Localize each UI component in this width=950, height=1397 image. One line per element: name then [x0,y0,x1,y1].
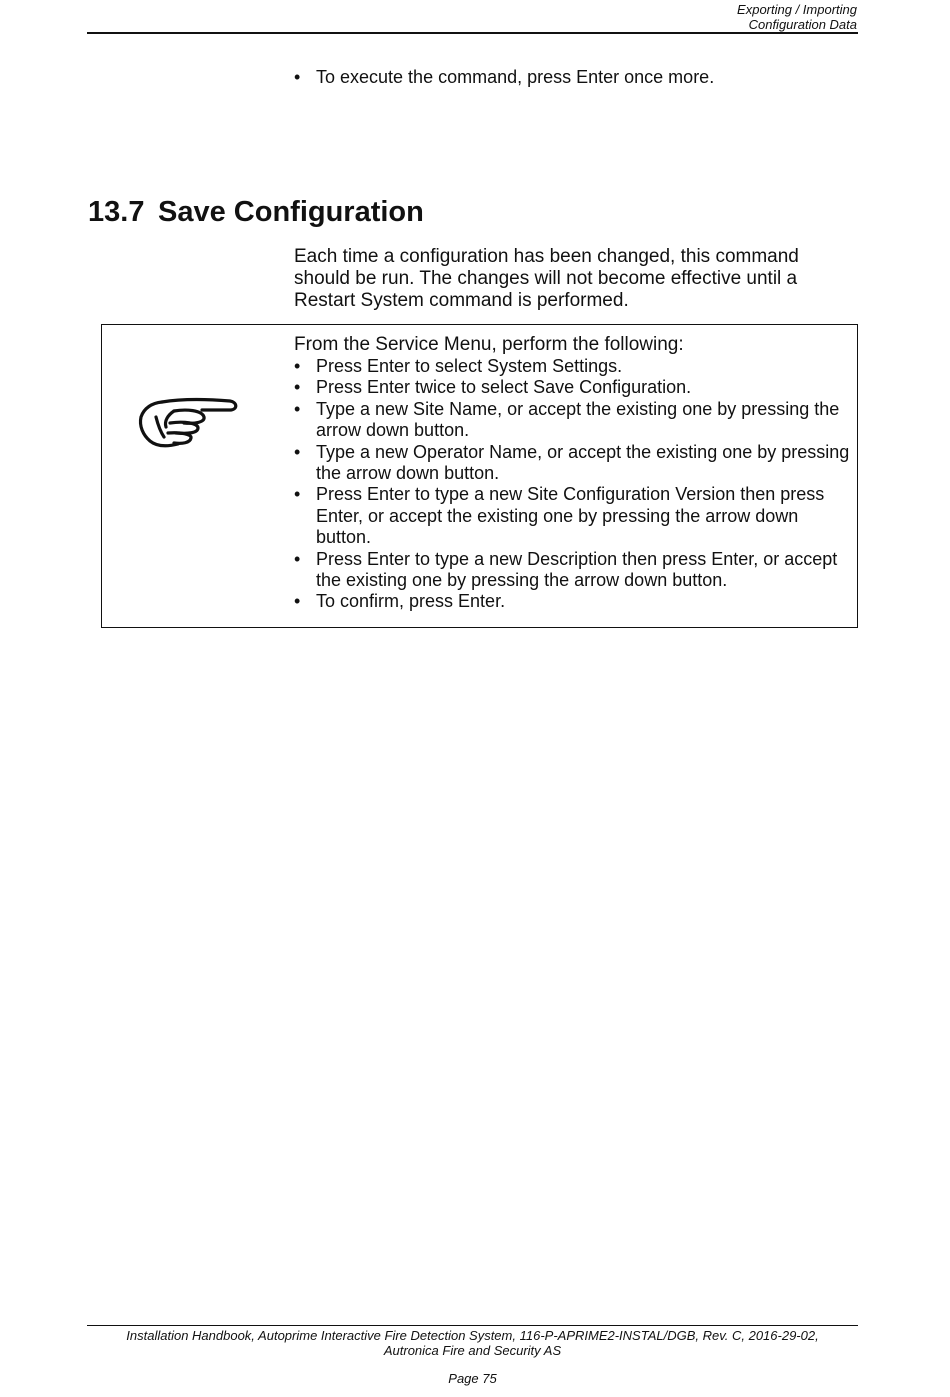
header-line-1: Exporting / Importing [737,2,857,17]
procedure-content [294,334,856,613]
page-number: Page 75 [448,1371,497,1386]
list-item: • Type a new Operator Name, or accept the existing one by pressing the arrow down button. [294,442,856,485]
list-item: • Type a new Site Name, or accept the existing one by pressing the arrow down button. [294,399,856,442]
pointing-hand-icon [136,395,240,451]
section-number: 13.7 [88,196,145,228]
list-item: • Press Enter to select System Settings. [294,356,856,377]
procedure-box [101,324,858,628]
header-line-2: Configuration Data [748,17,857,32]
procedure-steps [294,356,856,613]
list-item: • Press Enter to type a new Description then press Enter, or accept the existing one by pressing the arrow down button. [294,549,856,592]
list-item: • To execute the command, press Enter once more. [294,66,854,88]
list-item: • Press Enter twice to select Save Configuration. [294,377,856,398]
section-title: Save Configuration [158,196,424,228]
header-rule [87,32,858,34]
footer-line-1: Installation Handbook, Autoprime Interactive Fire Detection System, 116-P-APRIME2-INSTAL/DGB, Rev. C, 2016-29-02, [126,1328,819,1343]
list-item: • Press Enter to type a new Site Configuration Version then press Enter, or accept the existing one by pressing the arrow down button. [294,484,856,548]
list-item: • To confirm, press Enter. [294,591,856,612]
running-header [737,2,857,32]
footer-rule [87,1325,858,1326]
section-intro: Each time a configuration has been changed, this command should be run. The changes will not become effective until a Restart System command is performed. [294,246,799,311]
section-heading [88,194,424,230]
running-footer [87,1328,858,1358]
footer-line-2: Autronica Fire and Security AS [383,1343,562,1358]
procedure-lead: From the Service Menu, perform the following: [294,334,684,355]
continued-bullet-list [294,66,854,88]
